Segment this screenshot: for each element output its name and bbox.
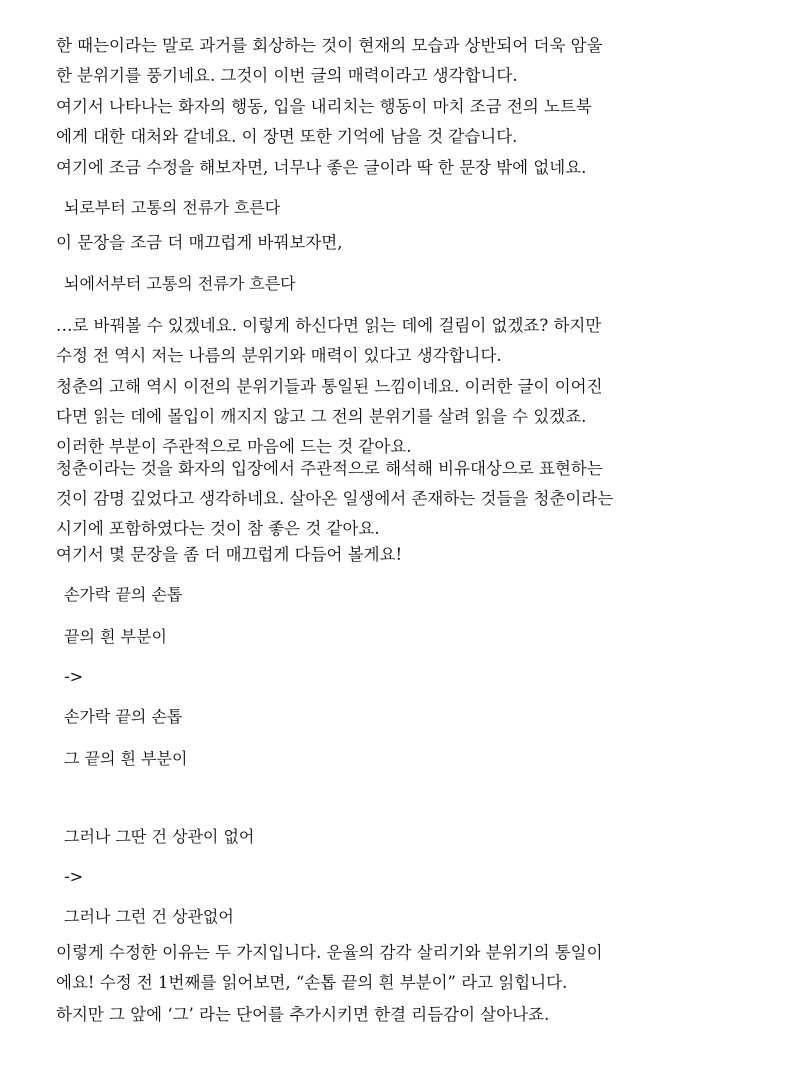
paragraph	[56, 938, 746, 998]
paragraph	[56, 540, 746, 570]
arrow-text: ->	[64, 867, 84, 886]
paragraph	[56, 92, 746, 152]
arrow-text: ->	[64, 667, 84, 686]
quote-line: 손가락 끝의 손톱	[64, 707, 183, 726]
text-line: 에요! 수정 전 1번째를 읽어보면, “손톱 끝의 흰 부분이” 라고 읽힙니다.	[56, 973, 568, 992]
text-line: 것이 감명 깊었다고 생각하네요. 살아온 일생에서 존재하는 것들을 청춘이라는	[56, 489, 614, 508]
text-line: 청춘이라는 것을 화자의 입장에서 주관적으로 해석해 비유대상으로 표현하는	[56, 459, 603, 478]
text-line: 하지만 그 앞에 ‘그’ 라는 단어를 추가시키면 한결 리듬감이 살아나죠.	[56, 1005, 550, 1024]
quote-line: 손가락 끝의 손톱	[64, 585, 183, 604]
text-line: 여기에 조금 수정을 해보자면, 너무나 좋은 글이라 딱 한 문장 밖에 없네요.	[56, 158, 587, 177]
text-line: 수정 전 역시 저는 나름의 분위기와 매력이 있다고 생각합니다.	[56, 346, 502, 365]
text-line: 이 문장을 조금 더 매끄럽게 바꿔보자면,	[56, 233, 343, 252]
paragraph	[56, 311, 746, 371]
quote-line: 뇌로부터 고통의 전류가 흐른다	[64, 198, 281, 217]
text-line: 이렇게 수정한 이유는 두 가지입니다. 운율의 감각 살리기와 분위기의 통일이	[56, 943, 603, 962]
text-line: …로 바꿔볼 수 있겠네요. 이렇게 하신다면 읽는 데에 걸림이 없겠죠? 하지만	[56, 316, 602, 335]
quote-line: 뇌에서부터 고통의 전류가 흐른다	[64, 274, 296, 293]
text-line: 에게 대한 대처와 같네요. 이 장면 또한 기억에 남을 것 같습니다.	[56, 127, 518, 146]
paragraph	[56, 1000, 746, 1030]
text-line: 다면 읽는 데에 몰입이 깨지지 않고 그 전의 분위기를 살려 읽을 수 있겠죠.	[56, 407, 587, 426]
text-line: 시기에 포함하였다는 것이 참 좋은 것 같아요.	[56, 519, 380, 538]
text-line: 여기서 나타나는 화자의 행동, 입을 내리치는 행동이 마치 조금 전의 노트북	[56, 97, 592, 116]
paragraph	[56, 454, 746, 544]
text-line: 청춘의 고해 역시 이전의 분위기들과 통일된 느낌이네요. 이러한 글이 이어진	[56, 377, 603, 396]
paragraph	[56, 372, 746, 462]
quote-line: 그 끝의 흰 부분이	[64, 749, 188, 768]
paragraph	[56, 153, 746, 183]
text-line: 한 때는이라는 말로 과거를 회상하는 것이 현재의 모습과 상반되어 더욱 암울	[56, 36, 603, 55]
text-line: 한 분위기를 풍기네요. 그것이 이번 글의 매력이라고 생각합니다.	[56, 66, 518, 85]
paragraph	[56, 31, 746, 91]
quote-line: 끝의 흰 부분이	[64, 627, 167, 646]
text-line: 여기서 몇 문장을 좀 더 매끄럽게 다듬어 볼게요!	[56, 545, 403, 564]
quote-line: 그러나 그딴 건 상관이 없어	[64, 827, 255, 846]
paragraph	[56, 228, 746, 258]
quote-line: 그러나 그런 건 상관없어	[64, 907, 234, 926]
text-line: 이러한 부분이 주관적으로 마음에 드는 것 같아요.	[56, 437, 412, 456]
